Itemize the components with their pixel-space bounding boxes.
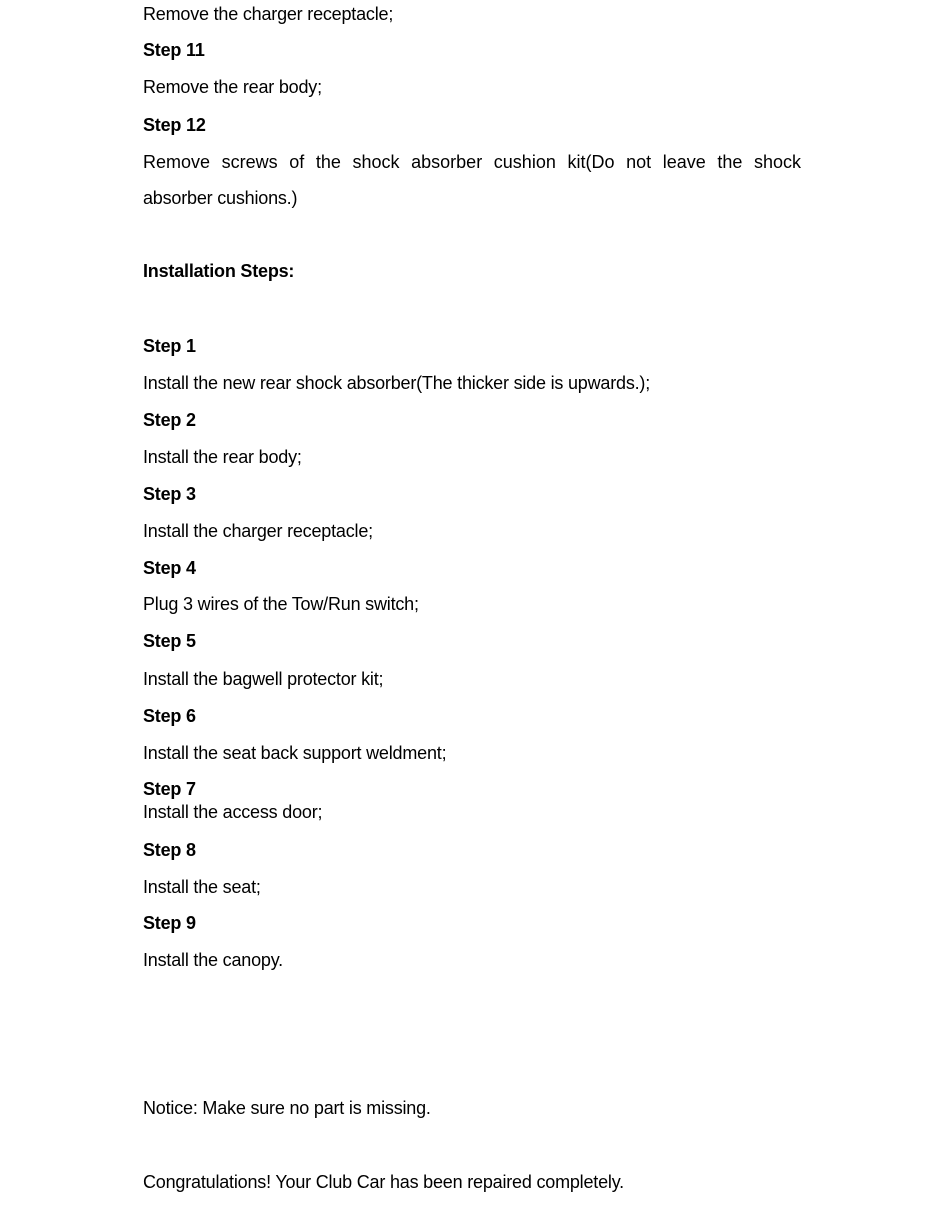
step12-text-line2: absorber cushions.) [143, 188, 298, 208]
step12-text-line1: Remove screws of the shock absorber cushion kit(Do not leave the shock [143, 152, 801, 172]
step-heading: Step 9 [143, 913, 196, 933]
closing-text: Congratulations! Your Club Car has been repaired completely. [143, 1172, 624, 1192]
step-text: Install the access door; [143, 802, 323, 822]
step-text: Install the new rear shock absorber(The thicker side is upwards.); [143, 373, 651, 393]
step-text: Install the bagwell protector kit; [143, 669, 384, 689]
step10-text: Remove the charger receptacle; [143, 4, 394, 24]
installation-title: Installation Steps: [143, 261, 295, 281]
step-text: Install the seat back support weldment; [143, 743, 447, 763]
step-heading: Step 7 [143, 779, 196, 799]
step-text: Install the charger receptacle; [143, 521, 373, 541]
step-text: Install the seat; [143, 877, 261, 897]
step12-heading: Step 12 [143, 115, 206, 135]
step-heading: Step 2 [143, 410, 196, 430]
step-heading: Step 3 [143, 484, 196, 504]
step-text: Install the rear body; [143, 447, 302, 467]
step-heading: Step 1 [143, 336, 196, 356]
step-heading: Step 8 [143, 840, 196, 860]
step-text: Install the canopy. [143, 950, 283, 970]
step11-text: Remove the rear body; [143, 77, 322, 97]
step-text: Plug 3 wires of the Tow/Run switch; [143, 594, 419, 614]
step-heading: Step 6 [143, 706, 196, 726]
step11-heading: Step 11 [143, 40, 205, 60]
step-heading: Step 5 [143, 631, 196, 651]
notice-text: Notice: Make sure no part is missing. [143, 1098, 431, 1118]
step-heading: Step 4 [143, 558, 196, 578]
